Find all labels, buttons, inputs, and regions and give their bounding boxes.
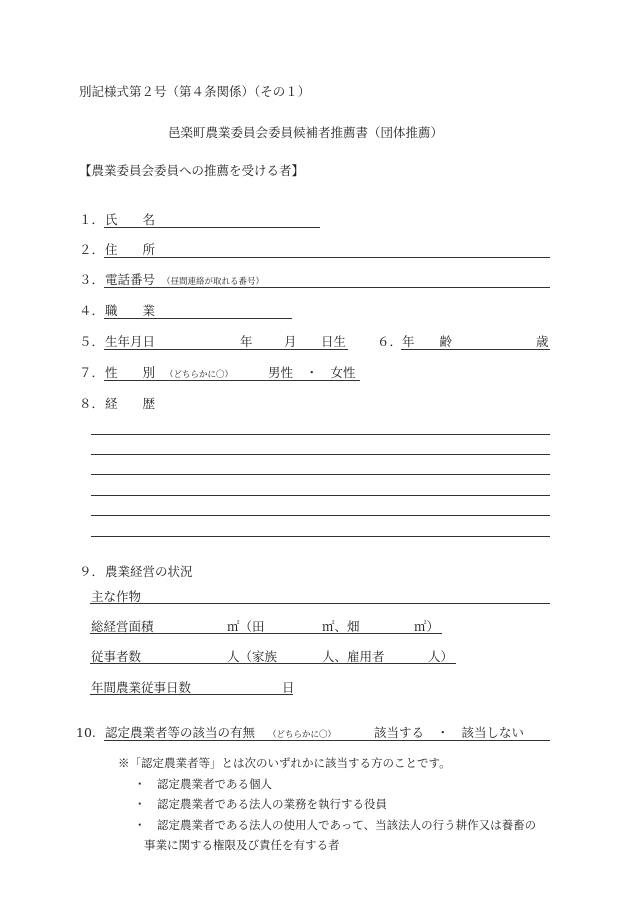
document-title: 邑楽町農業委員会委員候補者推薦書（団体推薦） xyxy=(168,125,444,140)
birth-year-unit: 年 xyxy=(240,334,253,349)
certified-note-bullet-1: ・ 認定農業者である個人 xyxy=(134,777,272,791)
item-number-age: ６． xyxy=(377,334,403,349)
certified-note: （どちらかに〇） xyxy=(268,730,337,740)
form-number: 別記様式第２号（第４条関係）（その１） xyxy=(79,84,311,99)
career-line-2[interactable] xyxy=(91,454,550,455)
phone-field[interactable] xyxy=(104,287,550,288)
phone-label: 電話番号 xyxy=(105,272,156,287)
area-unit-total: ㎡（田 xyxy=(227,619,265,634)
gender-label: 性 別 xyxy=(105,365,156,380)
career-line-5[interactable] xyxy=(91,515,550,516)
item-number-gender: ７． xyxy=(79,365,105,380)
gender-field xyxy=(104,380,360,381)
workers-unit-total: 人（家族 xyxy=(227,649,278,664)
item-number-certified: 10. xyxy=(76,725,96,740)
section-heading: 【農業委員会委員への推薦を受ける者】 xyxy=(79,163,305,178)
item-number-career: ８． xyxy=(79,396,105,411)
address-field[interactable] xyxy=(104,257,550,258)
area-unit-field: ㎡） xyxy=(414,619,440,634)
birth-label: 生年月日 xyxy=(105,334,156,349)
workers-unit-family: 人、雇用者 xyxy=(322,649,385,664)
area-field[interactable] xyxy=(90,633,442,634)
gender-note: （どちらかに〇） xyxy=(165,370,234,380)
days-label: 年間農業従事日数 xyxy=(91,680,192,695)
phone-note: （昼間連絡が取れる番号） xyxy=(162,277,265,287)
workers-field[interactable] xyxy=(90,663,456,664)
area-unit-paddy: ㎡、畑 xyxy=(322,619,360,634)
name-label: 氏 名 xyxy=(105,212,156,227)
item-number-farming: ９． xyxy=(79,564,105,579)
item-number-birth: ５． xyxy=(79,334,105,349)
crops-label: 主な作物 xyxy=(91,589,142,604)
days-field[interactable] xyxy=(90,694,293,695)
birth-day-unit: 日生 xyxy=(321,334,347,349)
career-line-6[interactable] xyxy=(91,536,550,537)
birth-month-unit: 月 xyxy=(284,334,297,349)
item-number-name: １． xyxy=(79,212,105,227)
certified-label: 認定農業者等の該当の有無 xyxy=(105,725,256,740)
name-field[interactable] xyxy=(104,227,320,228)
certified-note-bullet-2: ・ 認定農業者である法人の業務を執行する役員 xyxy=(134,797,387,811)
certified-note-bullet-3-cont: 事業に関する権限及び責任を有する者 xyxy=(144,838,340,852)
crops-field[interactable] xyxy=(90,603,550,604)
days-unit: 日 xyxy=(282,680,295,695)
workers-unit-employed: 人） xyxy=(428,649,454,664)
certified-note-bullet-3: ・ 認定農業者である法人の使用人であって、当該法人の行う耕作又は養畜の xyxy=(134,818,537,832)
certified-notes-intro: ※「認定農業者等」とは次のいずれかに該当する方のことです。 xyxy=(118,756,451,770)
item-number-address: ２． xyxy=(79,242,105,257)
item-number-occupation: ４． xyxy=(79,303,105,318)
occupation-field[interactable] xyxy=(104,318,292,319)
age-label: 年 齢 xyxy=(402,334,453,349)
gender-options[interactable]: 男性 ・ 女性 xyxy=(268,365,356,380)
occupation-label: 職 業 xyxy=(105,303,156,318)
career-label: 経 歴 xyxy=(105,396,156,411)
farming-label: 農業経営の状況 xyxy=(105,564,193,579)
certified-field xyxy=(104,740,550,741)
career-line-4[interactable] xyxy=(91,495,550,496)
workers-label: 従事者数 xyxy=(91,649,142,664)
age-unit: 歳 xyxy=(536,334,549,349)
address-label: 住 所 xyxy=(105,242,156,257)
birth-date-field[interactable] xyxy=(104,349,348,350)
certified-options[interactable]: 該当する ・ 該当しない xyxy=(374,725,525,740)
area-label: 総経営面積 xyxy=(91,619,154,634)
career-line-1[interactable] xyxy=(91,434,550,435)
item-number-phone: ３． xyxy=(79,272,105,287)
age-field[interactable] xyxy=(401,349,550,350)
career-line-3[interactable] xyxy=(91,474,550,475)
